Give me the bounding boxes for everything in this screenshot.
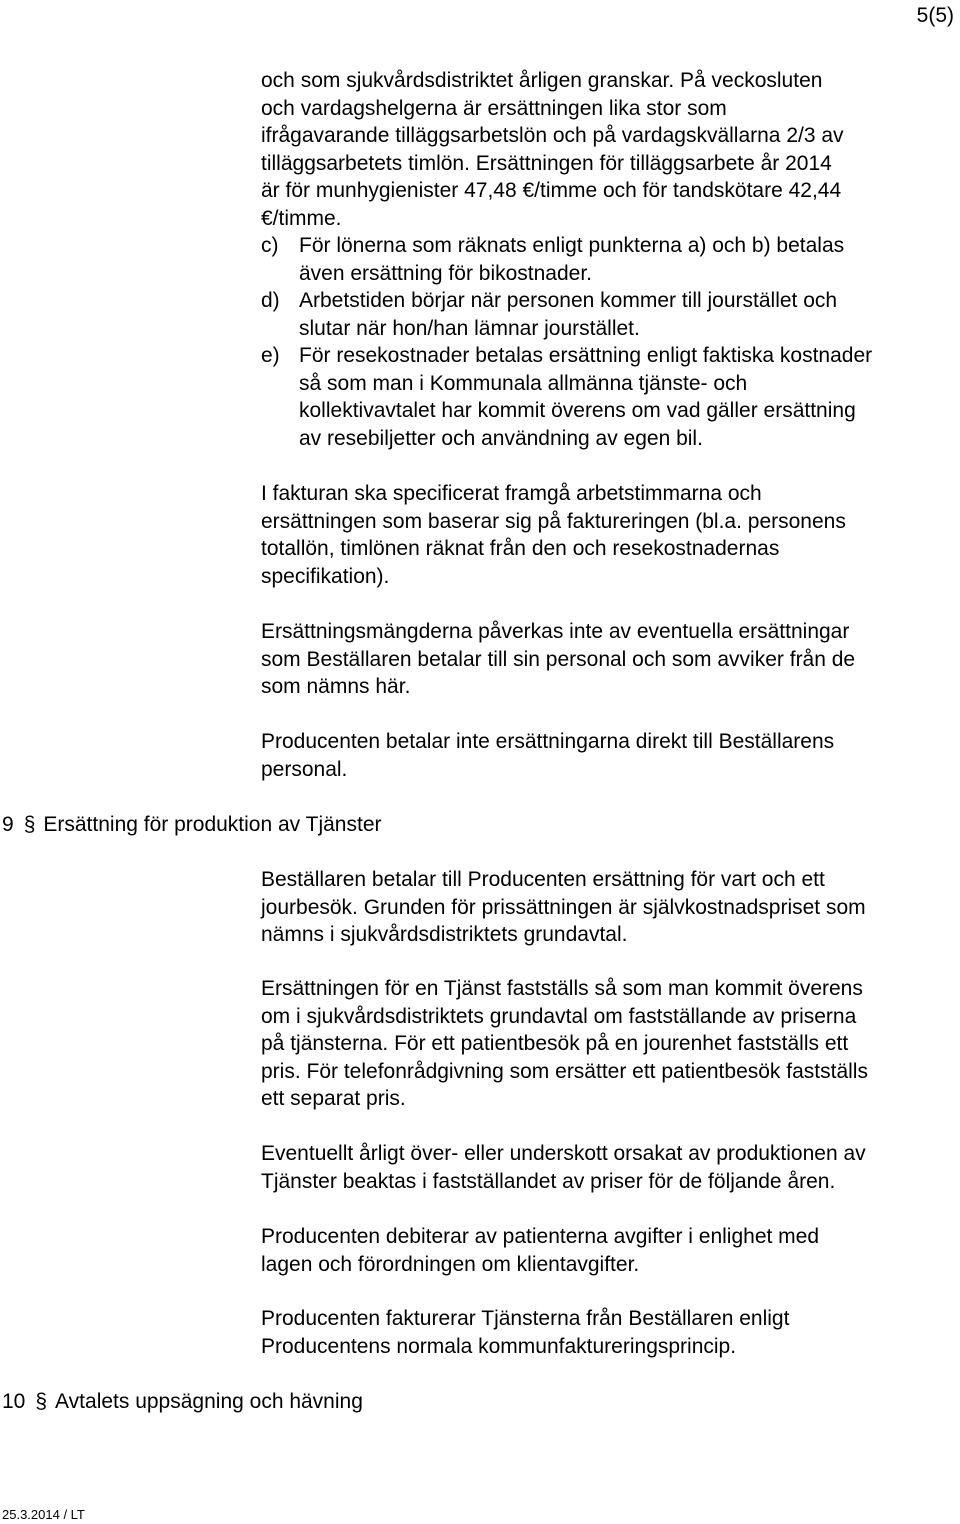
patient-fees-paragraph	[261, 1223, 951, 1278]
billing-paragraph	[261, 866, 951, 949]
text-line: av resebiljetter och användning av egen bil.	[299, 426, 703, 450]
section-heading-10	[2, 1388, 363, 1416]
text-line: Producenten betalar inte ersättningarna direkt till Beställarens	[261, 730, 835, 753]
section-symbol: §	[23, 813, 36, 836]
section-title: Avtalets uppsägning och hävning	[55, 1390, 363, 1413]
text-line: och vardagshelgerna är ersättningen lika stor som	[261, 96, 727, 120]
text-line: Ersättningen för en Tjänst fastställs så som man kommit överens	[261, 977, 863, 1000]
text-line: ersättningen som baserar sig på faktureringen (bl.a. personens	[261, 509, 846, 533]
text-line: Ersättningsmängderna påverkas inte av eventuella ersättningar	[261, 620, 850, 643]
footer-date: 25.3.2014 / LT	[2, 1507, 85, 1522]
text-line: För lönerna som räknats enligt punkterna a) och b) betalas	[299, 234, 845, 257]
text-line: personal.	[261, 757, 348, 781]
section-heading-9	[2, 811, 382, 839]
text-line: slutar när hon/han lämnar jourstället.	[299, 316, 640, 340]
text-line: Tjänster beaktas i fastställandet av priser för de följande åren.	[261, 1169, 836, 1193]
invoice-paragraph	[261, 480, 951, 590]
direct-payment-paragraph	[261, 728, 951, 783]
text-line: även ersättning för bikostnader.	[299, 261, 593, 285]
text-line: är för munhygienister 47,48 €/timme och för tandskötare 42,44	[261, 179, 842, 202]
text-line: specifikation).	[261, 564, 390, 588]
list-marker: e)	[261, 344, 280, 367]
text-line: om i sjukvårdsdistriktets grundavtal om fastställande av priserna	[261, 1004, 857, 1028]
pricing-paragraph	[261, 975, 951, 1113]
text-line: Beställaren betalar till Producenten ersättning för vart och ett	[261, 868, 825, 891]
text-line: tilläggsarbetets timlön. Ersättningen för tilläggsarbete år 2014	[261, 151, 832, 175]
text-line: Producenten fakturerar Tjänsterna från Beställaren enligt	[261, 1307, 790, 1330]
section-number: 9	[2, 813, 14, 836]
text-line: ett separat pris.	[261, 1087, 406, 1110]
text-line: som Beställaren betalar till sin personal och som avviker från de	[261, 647, 856, 671]
text-line: på tjänsterna. För ett patientbesök på en jourenhet fastställs ett	[261, 1032, 849, 1055]
text-line: ifrågavarande tilläggsarbetslön och på vardagskvällarna 2/3 av	[261, 124, 844, 147]
text-line: totallön, timlönen räknat från den och resekostnadernas	[261, 537, 780, 560]
text-line: pris. För telefonrådgivning som ersätter ett patientbesök fastställs	[261, 1059, 868, 1083]
text-line: För resekostnader betalas ersättning enligt faktiska kostnader	[299, 344, 873, 367]
page-number: 5(5)	[916, 4, 954, 27]
text-line: €/timme.	[261, 206, 342, 230]
section-symbol: §	[35, 1390, 48, 1413]
section-title: Ersättning för produktion av Tjänster	[43, 813, 382, 836]
text-line: så som man i Kommunala allmänna tjänste- och	[299, 371, 748, 395]
list-marker: c)	[261, 234, 279, 257]
surplus-deficit-paragraph	[261, 1140, 951, 1195]
text-line: Eventuellt årligt över- eller underskott orsakat av produktionen av	[261, 1142, 866, 1165]
text-line: nämns i sjukvårdsdistriktets grundavtal.	[261, 923, 628, 946]
invoicing-principle-paragraph	[261, 1305, 951, 1360]
list-marker: d)	[261, 289, 280, 312]
text-line: jourbesök. Grunden för prissättningen är självkostnadspriset som	[261, 895, 866, 919]
text-line: Producentens normala kommunfaktureringsprincip.	[261, 1334, 737, 1358]
text-line: kollektivavtalet har kommit överens om vad gäller ersättning	[299, 399, 856, 422]
text-line: I fakturan ska specificerat framgå arbetstimmarna och	[261, 482, 762, 505]
compensation-amounts-paragraph	[261, 618, 951, 701]
continuation-paragraph	[261, 67, 951, 232]
text-line: Producenten debiterar av patienterna avgifter i enlighet med	[261, 1225, 820, 1248]
section-number: 10	[2, 1390, 26, 1413]
text-line: och som sjukvårdsdistriktet årligen granskar. På veckosluten	[261, 69, 823, 92]
text-line: som nämns här.	[261, 675, 411, 698]
text-line: Arbetstiden börjar när personen kommer till jourstället och	[299, 289, 838, 312]
text-line: lagen och förordningen om klientavgifter.	[261, 1252, 640, 1276]
